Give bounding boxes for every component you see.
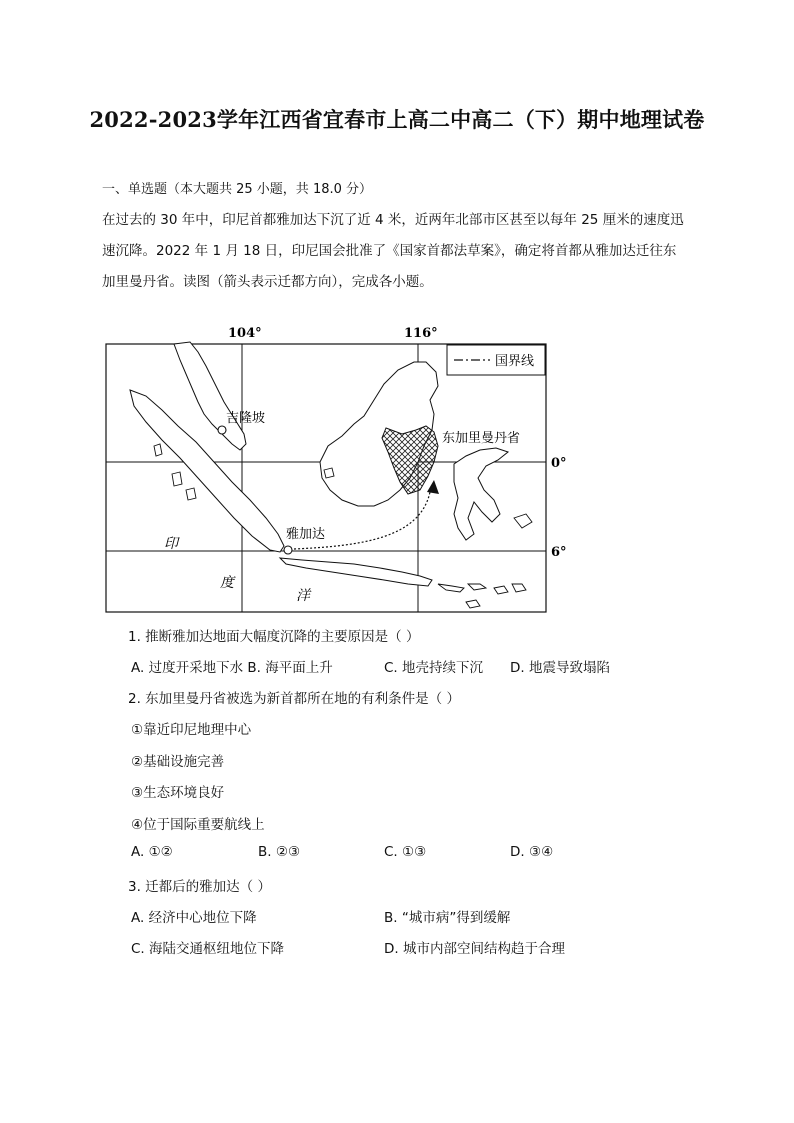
indonesia-map — [102, 322, 572, 617]
island — [154, 444, 162, 456]
q2-statement-3: ③生态环境良好 — [131, 785, 225, 801]
jakarta-marker — [284, 546, 292, 554]
lon-104-label: 104° — [228, 326, 262, 341]
q2-option-c: C. ①③ — [384, 844, 427, 860]
q2-statement-2: ②基础设施完善 — [131, 754, 225, 770]
kuala-lumpur-marker — [218, 426, 226, 434]
ocean-label: 印 — [164, 536, 178, 552]
q3-option-c: C. 海陆交通枢纽地位下降 — [131, 941, 285, 957]
q2-statement-1: ①靠近印尼地理中心 — [131, 722, 252, 738]
question-1-stem: 1. 推断雅加达地面大幅度沉降的主要原因是（ ） — [128, 629, 420, 645]
page-title: 2022-2023学年江西省宜春市上高二中高二（下）期中地理试卷 — [89, 107, 705, 132]
intro-line: 在过去的 30 年中，印尼首都雅加达下沉了近 4 米，近两年北部市区甚至以每年 25 厘米的速度迅 — [102, 212, 684, 228]
island — [468, 584, 486, 590]
java — [280, 558, 432, 586]
q3-option-d: D. 城市内部空间结构趋于合理 — [384, 941, 565, 957]
intro-line: 加里曼丹省。读图（箭头表示迁都方向），完成各小题。 — [102, 274, 433, 290]
jakarta-label: 雅加达 — [286, 527, 326, 542]
lon-116-label: 116° — [404, 326, 438, 341]
q2-option-b: B. ②③ — [258, 844, 301, 860]
ocean-label: 洋 — [296, 588, 310, 604]
q2-option-a: A. ①② — [131, 844, 173, 860]
island — [324, 468, 334, 478]
q1-option-c: C. 地壳持续下沉 — [384, 660, 484, 676]
kuala-lumpur-label: 吉隆坡 — [226, 411, 266, 426]
q3-option-a: A. 经济中心地位下降 — [131, 910, 257, 926]
q1-option-ab: A. 过度开采地下水 B. 海平面上升 — [131, 660, 333, 676]
question-3-stem: 3. 迁都后的雅加达（ ） — [128, 879, 271, 895]
q3-option-b: B. “城市病”得到缓解 — [384, 910, 511, 926]
island — [438, 584, 464, 592]
intro-line: 速沉降。2022 年 1 月 18 日，印尼国会批准了《国家首都法草案》，确定将首都从雅加达迁往东 — [102, 243, 677, 259]
lat-0-label: 0° — [551, 456, 567, 471]
east-kalimantan-label: 东加里曼丹省 — [442, 431, 521, 446]
island — [514, 514, 532, 528]
island — [186, 488, 196, 500]
q2-statement-4: ④位于国际重要航线上 — [131, 817, 265, 833]
island — [172, 472, 182, 486]
section-header: 一、单选题（本大题共 25 小题，共 18.0 分） — [102, 182, 373, 197]
legend-label: 国界线 — [495, 354, 535, 369]
question-2-stem: 2. 东加里曼丹省被选为新首都所在地的有利条件是（ ） — [128, 691, 460, 707]
q2-option-d: D. ③④ — [510, 844, 554, 860]
intro-paragraph — [102, 205, 694, 298]
lat-6-label: 6° — [551, 545, 567, 560]
arrow-head — [427, 480, 439, 494]
island — [512, 584, 526, 592]
q1-option-d: D. 地震导致塌陷 — [510, 660, 610, 676]
island — [494, 586, 508, 594]
island — [466, 600, 480, 608]
ocean-label: 度 — [220, 575, 234, 591]
